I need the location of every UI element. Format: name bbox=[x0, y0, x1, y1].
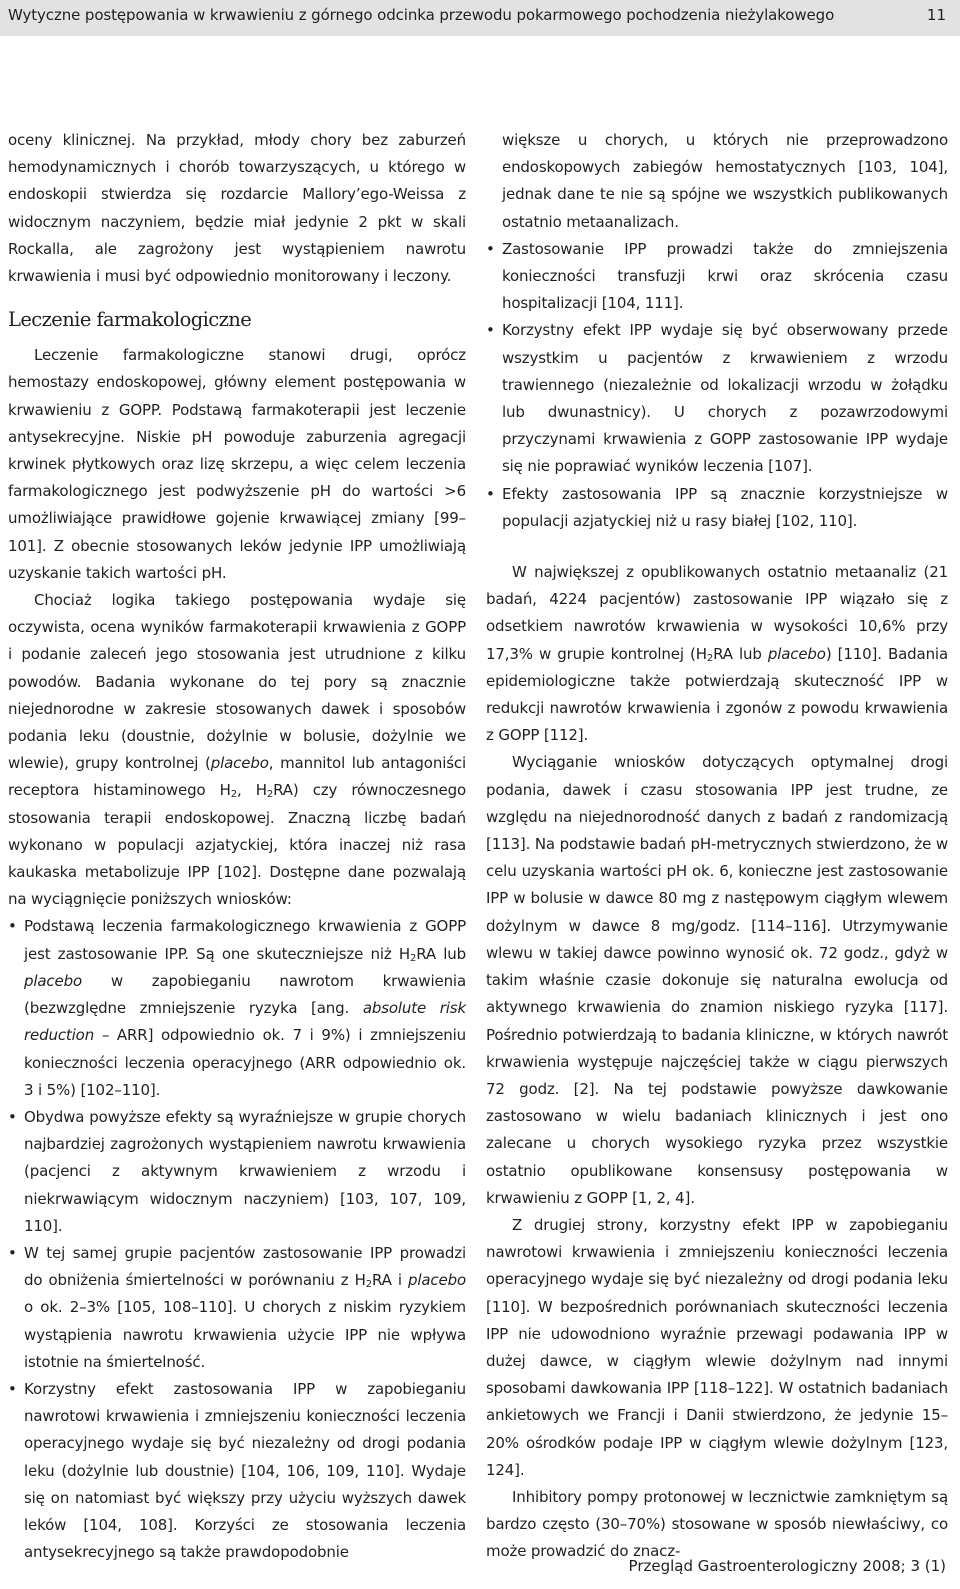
list-item-continuation: większe u chorych, u których nie przeprowadzono endoskopowych zabiegów hemostatycznych [103, 104], jednak dane te nie są spójne we wszystkich publikowanych ostatnio metaanalizach. bbox=[502, 131, 948, 231]
paragraph-metaanalysis bbox=[486, 559, 948, 749]
text-fragment: – ARR] odpowiednio ok. 7 i 9%) i zmniejszeniu konieczności leczenia operacyjnego (ARR odpowiednio ok. 3 i 5%) [102–110]. bbox=[24, 1026, 466, 1099]
subscript: 2 bbox=[266, 789, 274, 801]
italic-term: placebo bbox=[24, 971, 83, 990]
text-fragment: RA lub bbox=[416, 944, 466, 963]
text-fragment: o ok. 2–3% [105, 108–110]. U chorych z niskim ryzykiem wystąpienia nawrotu krwawienia użycie IPP nie wpływa istotnie na śmiertelność. bbox=[24, 1298, 466, 1371]
list-item bbox=[8, 1240, 466, 1376]
paragraph-route: Z drugiej strony, korzystny efekt IPP w zapobieganiu nawrotowi krwawienia i zmniejszeniu konieczności leczenia operacyjnego wydaje się być niezależny od drogi podania leku [110]. W bezpośrednich porównaniach skuteczności leczenia IPP nie udowodniono wyraźnie przewagi podawania IPP w dużej dawce, w ciągłym wlewie dożylnym nad innymi sposobami dawkowania IPP [118–122]. W ostatnich badaniach ankietowych we Francji i Danii stwierdzono, że jedynie 15–20% ośrodków podaje IPP w ciągłym wlewie dożylnym [123, 124]. bbox=[486, 1215, 948, 1479]
subscript: 2 bbox=[409, 952, 417, 964]
subscript: 2 bbox=[230, 789, 237, 801]
paragraph-inhibitors: Inhibitory pompy protonowej w lecznictwie zamkniętym są bardzo często (30–70%) stosowane w sposób niewłaściwy, co może prowadzić do znacz- bbox=[486, 1487, 948, 1561]
list-item: • Korzystny efekt zastosowania IPP w zapobieganiu nawrotowi krwawienia i zmniejszeniu konieczności leczenia operacyjnego wydaje się być niezależny od drogi podania leku (dożylnie lub doustnie) [104, 106, 109, 110]. Wydaje się on natomiast być większy przy użyciu wyższych dawek leków [104, 108]. Korzyści ze stosowania leczenia antysekrecyjnego są także prawdopodobnie bbox=[8, 1376, 466, 1566]
text-fragment: RA lub bbox=[713, 644, 768, 663]
italic-term: placebo bbox=[407, 1271, 466, 1290]
italic-term: placebo bbox=[767, 644, 826, 663]
text-fragment: , mannitol lub antagoniści receptora histaminowego H bbox=[8, 754, 466, 800]
list-item: • Obydwa powyższe efekty są wyraźniejsze w grupie chorych najbardziej zagrożonych wystąpieniem nawrotu krwawienia (pacjenci z aktywnym krwawieniem z wrzodu i niekrwawiącym widocznym naczyniem) [103, 107, 109, 110]. bbox=[8, 1104, 466, 1240]
text-fragment: RA) czy równoczesnego stosowania terapii endoskopowej. Znaczną liczbę badań wykonano w populacji azjatyckiej, która inaczej niż rasa kaukaska metabolizuje IPP [102]. Dostępne dane pozwalają na wyciągnięcie poniższych wniosków: bbox=[8, 781, 466, 909]
list-item: • Korzystny efekt IPP wydaje się być obserwowany przede wszystkim u pacjentów z krwawieniem z wrzodu trawiennego (niezależnie od lokalizacji wrzodu w żołądku lub dwunastnicy). U chorych z pozawrzodowymi przyczynami krwawienia z GOPP zastosowanie IPP wydaje się nie poprawiać wyników leczenia [107]. bbox=[486, 317, 948, 480]
text-fragment: W największej z opublikowanych ostatnio metaanaliz (21 badań, 4224 pacjentów) zastosowanie IPP wiązało się z odsetkiem nawrotów krwawienia w wysokości 10,6% przy 17,3% w grupie kontrolnej (H bbox=[486, 563, 948, 663]
italic-term: placebo bbox=[210, 754, 269, 773]
page-number: 11 bbox=[926, 6, 946, 24]
list-item: • Zastosowanie IPP prowadzi także do zmniejszenia konieczności transfuzji krwi oraz skrócenia czasu hospitalizacji [104, 111]. bbox=[486, 236, 948, 318]
page-header bbox=[0, 0, 960, 36]
subscript: 2 bbox=[706, 652, 714, 664]
paragraph-difficulties bbox=[8, 587, 466, 913]
list-item bbox=[8, 913, 466, 1103]
text-fragment: W tej samej grupie pacjentów zastosowanie IPP prowadzi do obniżenia śmiertelności w porównaniu z H bbox=[24, 1243, 466, 1290]
subscript: 2 bbox=[365, 1279, 372, 1291]
conclusions-list-continued bbox=[486, 236, 948, 535]
text-fragment: Chociaż logika takiego postępowania wydaje się oczywista, ocena wyników farmakoterapii krwawienia z GOPP i podanie zaleceń jego stosowania jest utrudnione z kilku powodów. Badania wykonane do tej pory są znacznie niejednorodne w zakresie stosowanych dawek i sposobów podania leku (doustnie, dożylnie w bolusie, dożylnie we wlewie), grupy kontrolnej ( bbox=[8, 591, 466, 773]
paragraph-intro: oceny klinicznej. Na przykład, młody chory bez zaburzeń hemodynamicznych i chorób towarzyszących, u którego w endoskopii stwierdza się rozdarcie Mallory’ego-Weissa z widocznym naczyniem, będzie miał jedynie 2 pkt w skali Rockalla, ale zagrożony jest wystąpieniem nawrotu krwawienia i musi być odpowiednio monitorowany i leczony. bbox=[8, 131, 466, 286]
text-fragment: Podstawą leczenia farmakologicznego krwawienia z GOPP jest zastosowanie IPP. Są one skuteczniejsze niż H bbox=[24, 917, 466, 963]
text-fragment: w zapobieganiu nawrotom krwawienia (bezwzględne zmniejszenie ryzyka [ang. bbox=[24, 971, 466, 1018]
running-title: Wytyczne postępowania w krwawieniu z górnego odcinka przewodu pokarmowego pochodzenia nieżylakowego bbox=[8, 6, 835, 24]
section-heading: Leczenie farmakologiczne bbox=[8, 308, 252, 332]
right-column bbox=[486, 127, 948, 1566]
list-item: • Efekty zastosowania IPP są znacznie korzystniejsze w populacji azjatyckiej niż u rasy białej [102, 110]. bbox=[486, 481, 948, 535]
text-fragment: ) [110]. Badania epidemiologiczne także potwierdzają skuteczność IPP w redukcji nawrotów krwawienia i zgonów z powodu krwawienia z GOPP [112]. bbox=[486, 644, 948, 745]
left-column bbox=[8, 127, 466, 1566]
paragraph-dosage: Wyciąganie wniosków dotyczących optymalnej drogi podania, dawek i czasu stosowania IPP jest trudne, ze względu na niejednorodność danych z badań z randomizacją [113]. Na podstawie badań pH-metrycznych stwierdzono, że w celu uzyskania wartości pH ok. 6, konieczne jest zastosowanie IPP w bolusie w dawce 80 mg z następowym ciągłym wlewem dożylnym w dawce 8 mg/godz. [114–116]. Utrzymywanie wlewu w takiej dawce powinno wynosić ok. 72 godz., gdyż w takim właśnie czasie dokonuje się naturalna ewolucja od aktywnego krwawienia do znamion niskiego ryzyka [117]. Pośrednio potwierdzają to badania kliniczne, w których nawrót krwawienia występuje najczęściej także w ciągu pierwszych 72 godz. [2]. Na tej podstawie powyższe dawkowanie zastosowano w wielu badaniach klinicznych i jest ono zalecane u chorych wysokiego ryzyka przez wszystkie ostatnio opublikowane konsensusy postępowania w krwawieniu z GOPP [1, 2, 4]. bbox=[486, 753, 948, 1207]
text-fragment: , H bbox=[237, 781, 267, 800]
text-fragment: RA i bbox=[371, 1271, 408, 1290]
conclusions-list bbox=[8, 913, 466, 1566]
journal-footer: Przegląd Gastroenterologiczny 2008; 3 (1) bbox=[628, 1557, 946, 1575]
italic-term: absolute risk reduction bbox=[24, 999, 466, 1045]
paragraph-pharmacology: Leczenie farmakologiczne stanowi drugi, oprócz hemostazy endoskopowej, główny element postępowania w krwawieniu z GOPP. Podstawą farmakoterapii jest leczenie antysekrecyjne. Niskie pH powoduje zaburzenia agregacji krwinek płytkowych oraz lizę skrzepu, a więc celem leczenia farmakologicznego jest podwyższenie pH do wartości >6 umożliwiające prawidłowe gojenie krwawiącej zmiany [99–101]. Z obecnie stosowanych leków jedynie IPP umożliwiają uzyskanie takich wartości pH. bbox=[8, 346, 466, 582]
